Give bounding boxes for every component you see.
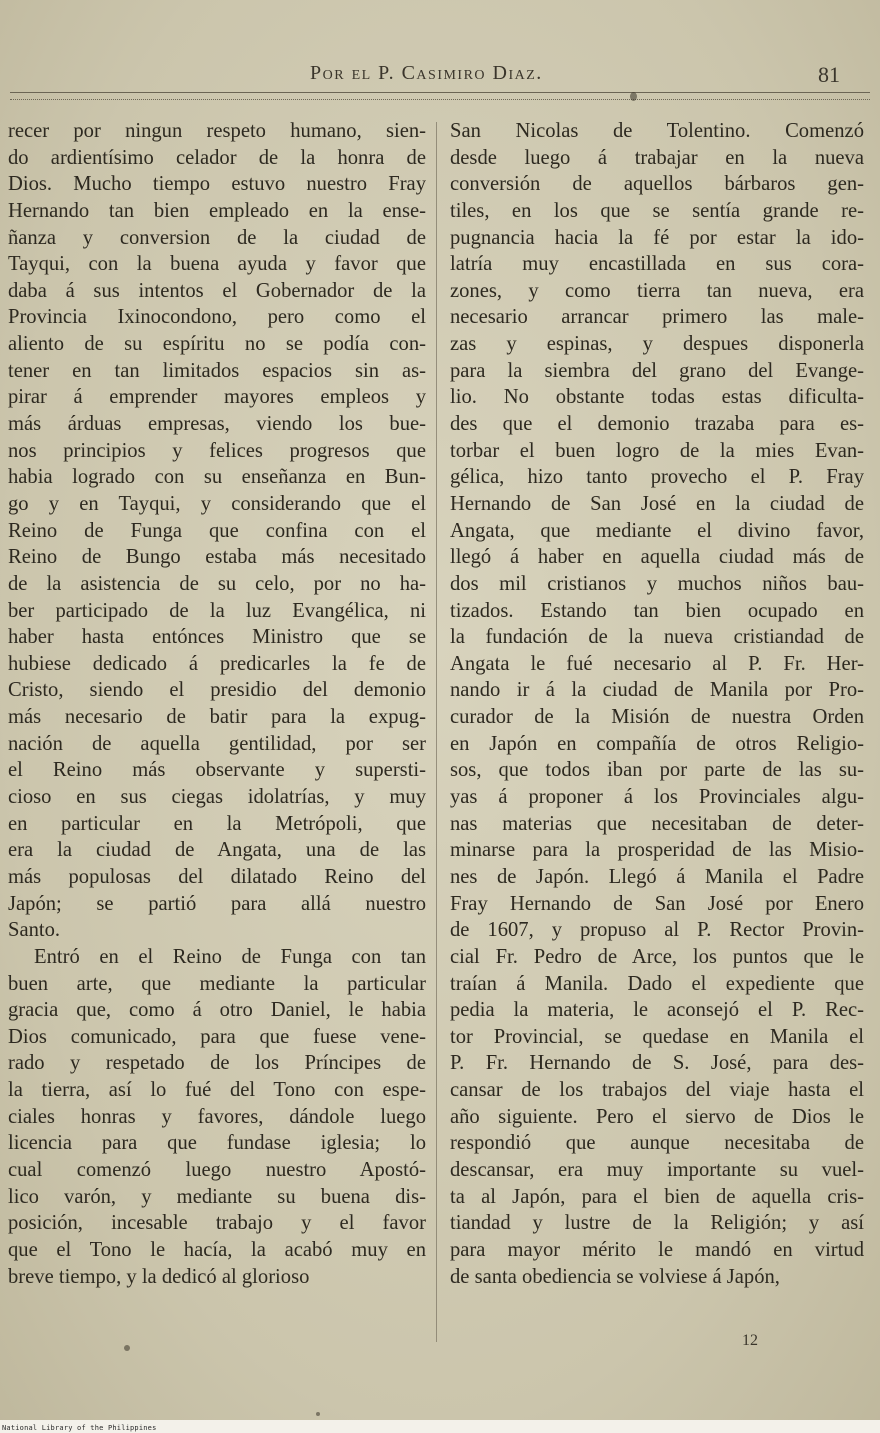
text-line: que el Tono le hacía, la acabó muy en [8, 1238, 426, 1261]
text-line: en particular en la Metrópoli, que [8, 812, 426, 835]
running-title: Por el P. Casimiro Diaz. [310, 62, 543, 84]
left-column [8, 118, 426, 1290]
text-line: recer por ningun respeto humano, sien- [8, 120, 426, 142]
text-line: go y en Tayqui, y considerando que el [8, 492, 426, 515]
footer-credit: National Library of the Philippines [2, 1424, 157, 1432]
text-line: latría muy encastillada en sus cora- [450, 253, 864, 276]
text-line: de la asistencia de su celo, por no ha- [8, 572, 426, 595]
text-line: de santa obediencia se volviese á Japón, [450, 1265, 780, 1288]
text-line: cual comenzó luego nuestro Apostó- [8, 1158, 426, 1181]
ink-spot [316, 1412, 320, 1416]
text-line: cioso en sus ciegas idolatrías, y muy [8, 786, 426, 809]
text-line: tiles, en los que se sentía grande re- [450, 199, 864, 222]
text-line: Hernando de San José en la ciudad de [450, 492, 864, 515]
text-line: respondió que aunque necesitaba de [450, 1132, 864, 1155]
text-line: tener en tan limitados espacios sin as- [8, 359, 426, 382]
text-line: dos mil cristianos y muchos niños bau- [450, 572, 864, 595]
text-line: desde luego á trabajar en la nueva [450, 146, 864, 169]
text-line: cansar de los trabajos del viaje hasta el [450, 1079, 864, 1102]
text-line: zones, y como tierra tan nueva, era [450, 279, 864, 302]
text-line: lio. No obstante todas estas dificulta- [450, 386, 864, 409]
text-line: nas materias que necesitaban de deter- [450, 812, 864, 835]
text-line: Reino de Funga que confina con el [8, 519, 426, 542]
text-line: Provincia Ixinocondono, pero como el [8, 306, 426, 329]
text-line: traían á Manila. Dado el expediente que [450, 972, 864, 995]
text-line: lico varón, y mediante su buena dis- [8, 1185, 426, 1208]
text-line: nación de aquella gentilidad, por ser [8, 732, 426, 755]
text-line: des que el demonio trazaba para es- [450, 413, 864, 436]
text-line: necesario arrancar primero las male- [450, 306, 864, 329]
text-line: ber participado de la luz Evangélica, ni [8, 599, 426, 622]
text-line: conversión de aquellos bárbaros gen- [450, 173, 864, 196]
text-line: Angata, que mediante el divino favor, [450, 519, 864, 542]
right-column [450, 118, 864, 1290]
text-line: pugnancia hacia la fé por estar la ido- [450, 226, 864, 249]
text-line: aliento de su espíritu no se podía con- [8, 333, 426, 356]
page-number: 81 [818, 62, 840, 87]
text-line: llegó á haber en aquella ciudad más de [450, 546, 864, 569]
text-line: para la siembra del grano del Evange- [450, 359, 864, 382]
text-line: tiandad y lustre de la Religión; y así [450, 1212, 864, 1235]
text-line: P. Fr. Hernando de S. José, para des- [450, 1052, 864, 1075]
text-line: Reino de Bungo estaba más necesitado [8, 546, 426, 569]
text-line: más necesario de batir para la expug- [8, 706, 426, 729]
text-line: San Nicolas de Tolentino. Comenzó [450, 120, 864, 142]
text-line: para mayor mérito le mandó en virtud [450, 1238, 864, 1261]
text-line: haber hasta entónces Ministro que se [8, 626, 426, 649]
text-line: breve tiempo, y la dedicó al glorioso [8, 1265, 310, 1288]
text-line: tizados. Estando tan bien ocupado en [450, 599, 864, 622]
text-line: hubiese dedicado á predicarles la fe de [8, 652, 426, 675]
text-line: Santo. [8, 919, 61, 942]
text-line: Japón; se partió para allá nuestro [8, 892, 426, 915]
text-line: habia logrado con su enseñanza en Bun- [8, 466, 426, 489]
text-line: más árduas empresas, viendo los bue- [8, 413, 426, 436]
text-line: Hernando tan bien empleado en la ense- [8, 199, 426, 222]
text-line: nos principios y felices progresos que [8, 439, 426, 462]
text-line: zas y espinas, y despues disponerla [450, 333, 864, 356]
text-line: nes de Japón. Llegó á Manila el Padre [450, 865, 864, 888]
text-line: gracia que, como á otro Daniel, le habia [8, 999, 426, 1022]
text-line: licencia para que fundase iglesia; lo [8, 1132, 426, 1155]
text-line: nando ir á la ciudad de Manila por Pro- [450, 679, 864, 702]
column-divider [436, 122, 437, 1342]
signature-mark: 12 [742, 1332, 758, 1349]
text-line: era la ciudad de Angata, una de las [8, 839, 426, 862]
text-line: Entró en el Reino de Funga con tan [34, 945, 426, 968]
text-line: Tayqui, con la buena ayuda y favor que [8, 253, 426, 276]
text-line: posición, incesable trabajo y el favor [8, 1212, 426, 1235]
text-line: la fundación de la nueva cristiandad de [450, 626, 864, 649]
text-line: daba á sus intentos el Gobernador de la [8, 279, 426, 302]
text-line: torbar el buen logro de la mies Evan- [450, 439, 864, 462]
text-line: de 1607, y propuso al P. Rector Provin- [450, 919, 864, 942]
text-line: Cristo, siendo el presidio del demonio [8, 679, 426, 702]
text-line: la tierra, así lo fué del Tono con espe- [8, 1079, 426, 1102]
page-header [0, 60, 880, 94]
text-line: más populosas del dilatado Reino del [8, 865, 426, 888]
text-line: el Reino más observante y supersti- [8, 759, 426, 782]
text-line: gélica, hizo tanto provecho el P. Fray [450, 466, 864, 489]
text-line: en Japón en compañía de otros Religio- [450, 732, 864, 755]
text-line: curador de la Misión de nuestra Orden [450, 706, 864, 729]
header-rule [10, 92, 870, 100]
ink-spot [124, 1345, 130, 1351]
text-line: yas á proponer á los Provinciales algu- [450, 786, 864, 809]
text-line: tor Provincial, se quedase en Manila el [450, 1025, 864, 1048]
text-line: sos, que todos iban por parte de las su- [450, 759, 864, 782]
text-line: pirar á emprender mayores empleos y [8, 386, 426, 409]
text-line: Fray Hernando de San José por Enero [450, 892, 864, 915]
text-line: cial Fr. Pedro de Arce, los puntos que le [450, 945, 864, 968]
text-line: Angata le fué necesario al P. Fr. Her- [450, 652, 864, 675]
text-line: buen arte, que mediante la particular [8, 972, 426, 995]
text-line: minarse para la prosperidad de las Misio- [450, 839, 864, 862]
text-line: ñanza y conversion de la ciudad de [8, 226, 426, 249]
ink-spot [630, 92, 637, 101]
text-line: rado y respetado de los Príncipes de [8, 1052, 426, 1075]
text-line: descansar, era muy importante su vuel- [450, 1158, 864, 1181]
text-line: año siguiente. Pero el siervo de Dios le [450, 1105, 864, 1128]
text-line: pedia la materia, le aconsejó el P. Rec- [450, 999, 864, 1022]
text-line: ta al Japón, para el bien de aquella cris- [450, 1185, 864, 1208]
text-line: Dios. Mucho tiempo estuvo nuestro Fray [8, 173, 426, 196]
text-line: ciales honras y favores, dándole luego [8, 1105, 426, 1128]
text-line: Dios comunicado, para que fuese vene- [8, 1025, 426, 1048]
text-line: do ardientísimo celador de la honra de [8, 146, 426, 169]
